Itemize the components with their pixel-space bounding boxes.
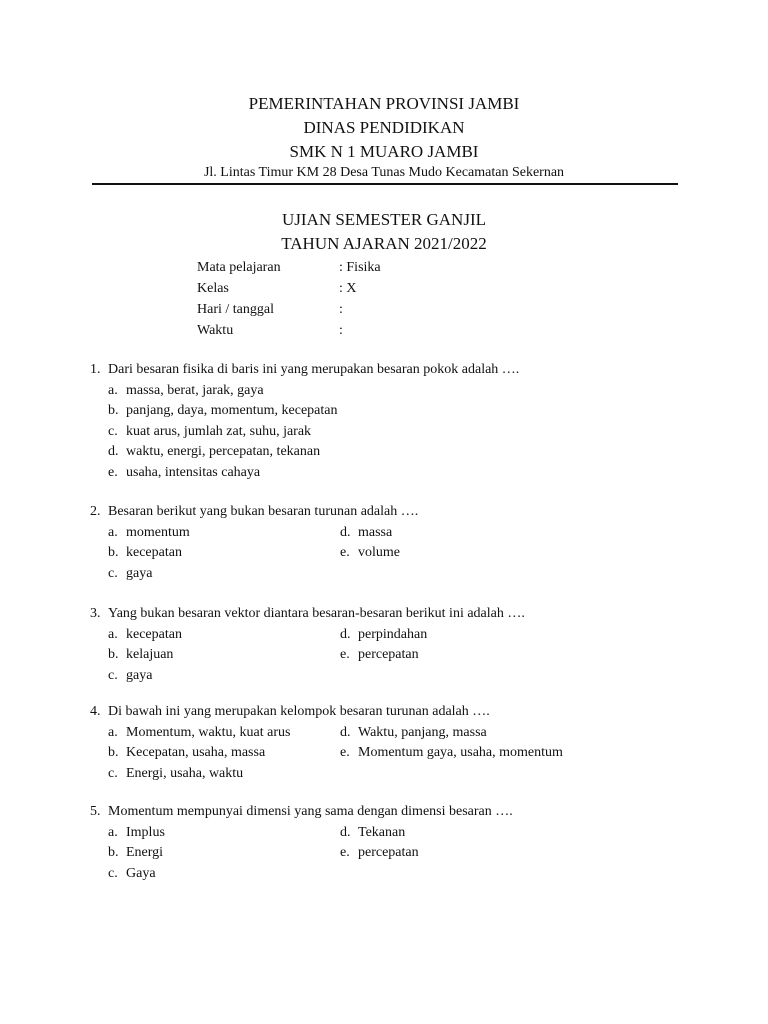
option-letter: b. <box>108 545 119 561</box>
header-divider <box>92 183 678 185</box>
question-stem <box>90 502 418 523</box>
option-b <box>108 843 163 864</box>
option-c <box>90 422 519 443</box>
option-text: gaya <box>126 667 153 683</box>
option-row <box>90 723 490 744</box>
option-row <box>90 645 525 666</box>
option-letter: c. <box>108 565 118 581</box>
question-5 <box>90 802 513 884</box>
option-row <box>90 764 490 785</box>
meta-label: Mata pelajaran <box>197 260 281 275</box>
question-text: Di bawah ini yang merupakan kelompok besaran turunan adalah …. <box>108 704 490 719</box>
option-e <box>340 645 419 666</box>
question-2 <box>90 502 418 584</box>
option-letter: c. <box>108 667 118 683</box>
header-province: PEMERINTAHAN PROVINSI JAMBI <box>248 94 520 113</box>
option-d <box>90 442 519 463</box>
option-e <box>340 543 400 564</box>
option-text: Implus <box>126 824 165 840</box>
option-letter: d. <box>108 444 119 460</box>
option-letter: b. <box>108 647 119 663</box>
header-address: Jl. Lintas Timur KM 28 Desa Tunas Mudo Kecamatan Sekernan <box>203 165 565 180</box>
option-row <box>90 564 418 585</box>
option-row <box>90 823 513 844</box>
option-text: Kecepatan, usaha, massa <box>126 745 266 761</box>
option-a <box>108 823 165 844</box>
question-text: Besaran berikut yang bukan besaran turunan adalah …. <box>108 504 419 519</box>
option-a <box>108 523 190 544</box>
meta-value: : <box>339 302 343 317</box>
option-row <box>90 864 513 885</box>
option-letter: d. <box>340 724 351 740</box>
option-a <box>108 723 290 744</box>
question-stem <box>90 702 490 723</box>
meta-label: Hari / tanggal <box>197 302 274 317</box>
option-text: Energi, usaha, waktu <box>126 765 244 781</box>
option-text: Waktu, panjang, massa <box>358 724 487 740</box>
option-text: massa <box>358 524 393 540</box>
option-row <box>90 843 513 864</box>
option-letter: e. <box>340 845 350 861</box>
meta-value: : X <box>339 281 357 296</box>
option-text: kuat arus, jumlah zat, suhu, jarak <box>126 423 312 439</box>
option-d <box>340 625 427 646</box>
option-b <box>108 743 265 764</box>
option-text: waktu, energi, percepatan, tekanan <box>126 444 321 460</box>
option-letter: e. <box>340 545 350 561</box>
option-letter: a. <box>108 724 118 740</box>
question-number: 4. <box>90 704 101 719</box>
option-letter: c. <box>108 423 118 439</box>
option-e <box>340 843 419 864</box>
option-letter: c. <box>108 765 118 781</box>
exam-year: TAHUN AJARAN 2021/2022 <box>281 234 487 253</box>
question-number: 2. <box>90 504 101 519</box>
option-a <box>90 381 519 402</box>
option-row <box>90 743 563 764</box>
option-text: Tekanan <box>358 824 406 840</box>
option-letter: b. <box>108 745 119 761</box>
option-text: volume <box>358 545 400 561</box>
option-letter: d. <box>340 524 351 540</box>
option-text: percepatan <box>358 845 419 861</box>
option-letter: a. <box>108 824 118 840</box>
option-text: Momentum, waktu, kuat arus <box>126 724 291 740</box>
option-d <box>340 723 487 744</box>
option-letter: e. <box>340 745 350 761</box>
option-letter: e. <box>108 464 118 480</box>
option-row <box>90 523 418 544</box>
option-b <box>108 543 182 564</box>
option-text: Gaya <box>126 865 156 881</box>
header-department: DINAS PENDIDIKAN <box>303 118 465 137</box>
meta-label: Waktu <box>197 323 234 338</box>
option-c <box>108 666 152 687</box>
option-e <box>340 743 563 764</box>
option-text: kelajuan <box>126 647 174 663</box>
option-letter: a. <box>108 382 118 398</box>
option-letter: b. <box>108 403 119 419</box>
question-1 <box>90 360 519 484</box>
exam-title: UJIAN SEMESTER GANJIL <box>282 210 486 229</box>
option-letter: d. <box>340 626 351 642</box>
option-d <box>340 523 392 544</box>
question-number: 1. <box>90 362 101 377</box>
option-letter: a. <box>108 524 118 540</box>
question-number: 3. <box>90 606 101 621</box>
question-stem <box>90 604 525 625</box>
option-d <box>340 823 405 844</box>
option-a <box>108 625 182 646</box>
option-text: momentum <box>126 524 190 540</box>
option-letter: e. <box>340 647 350 663</box>
option-c <box>108 564 152 585</box>
option-row <box>90 625 525 646</box>
option-letter: d. <box>340 824 351 840</box>
meta-value: : <box>339 323 343 338</box>
option-text: percepatan <box>358 647 419 663</box>
question-text: Yang bukan besaran vektor diantara besaran-besaran berikut ini adalah …. <box>108 606 525 621</box>
option-letter: a. <box>108 626 118 642</box>
option-c <box>108 764 243 785</box>
option-letter: c. <box>108 865 118 881</box>
option-e <box>90 463 519 484</box>
option-text: massa, berat, jarak, gaya <box>126 382 264 398</box>
meta-label: Kelas <box>197 281 229 296</box>
option-text: kecepatan <box>126 626 182 642</box>
option-b <box>108 645 173 666</box>
meta-value: : Fisika <box>339 260 381 275</box>
question-stem <box>90 802 513 823</box>
option-text: kecepatan <box>126 545 182 561</box>
option-text: perpindahan <box>358 626 428 642</box>
option-c <box>108 864 156 885</box>
question-text: Momentum mempunyai dimensi yang sama dengan dimensi besaran …. <box>108 804 513 819</box>
header-school: SMK N 1 MUARO JAMBI <box>289 142 479 161</box>
option-text: Momentum gaya, usaha, momentum <box>358 745 563 761</box>
question-3 <box>90 604 525 686</box>
option-text: gaya <box>126 565 153 581</box>
option-text: panjang, daya, momentum, kecepatan <box>126 403 338 419</box>
option-text: Energi <box>126 845 164 861</box>
option-text: usaha, intensitas cahaya <box>126 464 261 480</box>
option-b <box>90 401 519 422</box>
option-row <box>90 543 418 564</box>
option-row <box>90 666 525 687</box>
question-stem <box>90 360 519 381</box>
question-text: Dari besaran fisika di baris ini yang merupakan besaran pokok adalah …. <box>108 362 520 377</box>
option-letter: b. <box>108 845 119 861</box>
question-4 <box>90 702 563 784</box>
question-number: 5. <box>90 804 101 819</box>
